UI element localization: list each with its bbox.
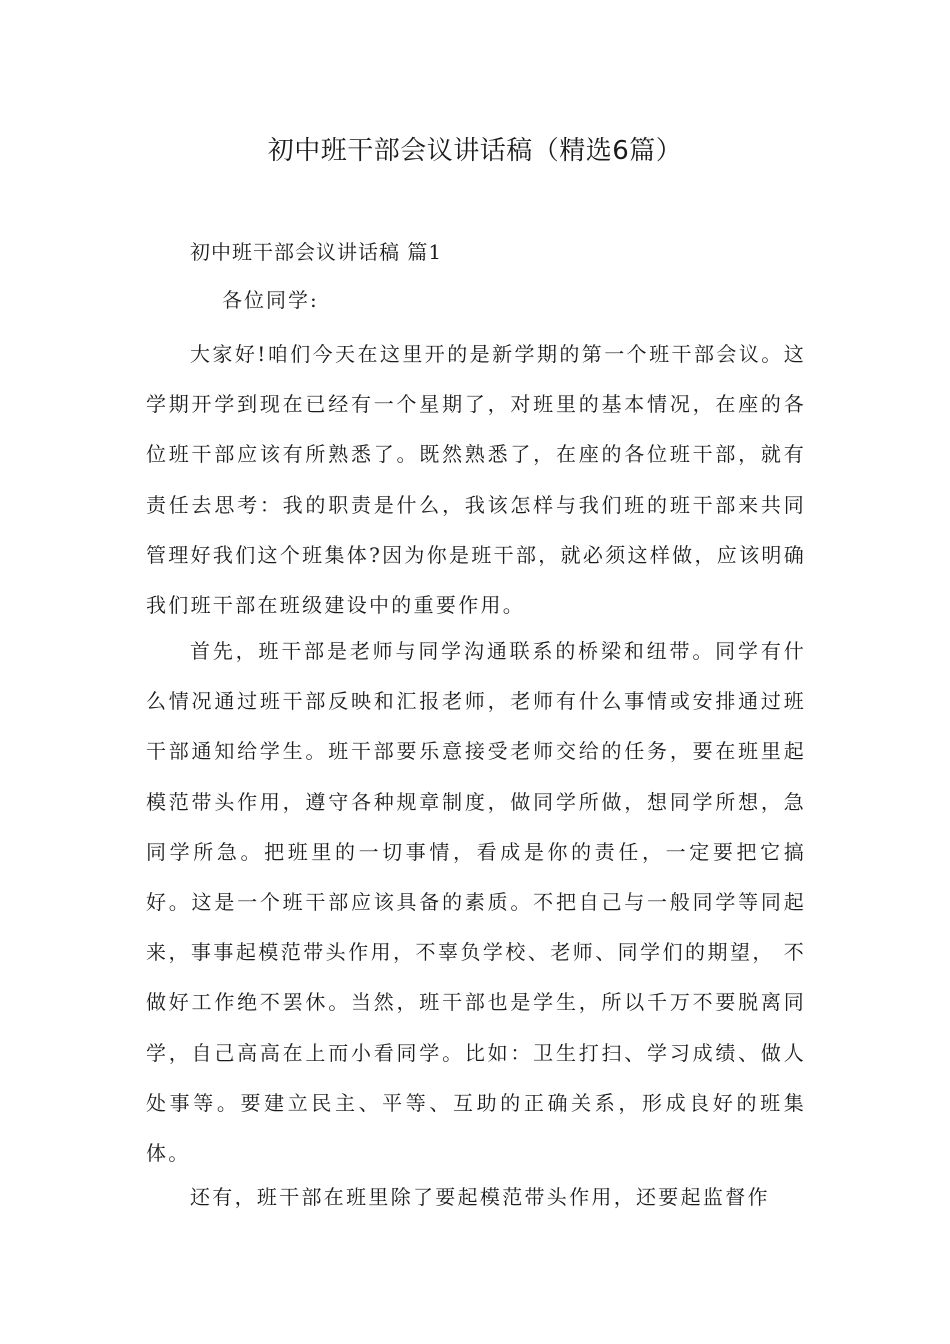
body-paragraph: 首先，班干部是老师与同学沟通联系的桥梁和纽带。同学有什么情况通过班干部反映和汇报老师，老师有什么事情或安排通过班干部通知给学生。班干部要乐意接受老师交给的任务，要在班里起模范带头作用，遵守各种规章制度，做同学所做，想同学所想，急同学所急。把班里的一切事情，看成是你的责任，一定要把它搞好。这是一个班干部应该具备的素质。不把自己与一般同学等同起来，事事起模范带头作用，不辜负学校、老师、同学们的期望， 不做好工作绝不罢休。当然，班干部也是学生，所以千万不要脱离同学，自己高高在上而小看同学。比如：卫生打扫、学习成绩、做人处事等。要建立民主、平等、互助的正确关系，形成良好的班集体。	[146, 639, 806, 1166]
body-paragraph: 还有，班干部在班里除了要起模范带头作用，还要起监督作	[190, 1185, 770, 1209]
document-title: 初中班干部会议讲话稿（精选6篇）	[267, 136, 683, 166]
salutation: 各位同学:	[222, 288, 319, 312]
section-heading: 初中班干部会议讲话稿 篇1	[190, 240, 443, 264]
body-paragraph: 大家好!咱们今天在这里开的是新学期的第一个班干部会议。这学期开学到现在已经有一个星期了，对班里的基本情况，在座的各位班干部应该有所熟悉了。既然熟悉了，在座的各位班干部，就有责任去思考：我的职责是什么，我该怎样与我们班的班干部来共同管理好我们这个班集体?因为你是班干部，就必须这样做，应该明确我们班干部在班级建设中的重要作用。	[146, 342, 806, 618]
